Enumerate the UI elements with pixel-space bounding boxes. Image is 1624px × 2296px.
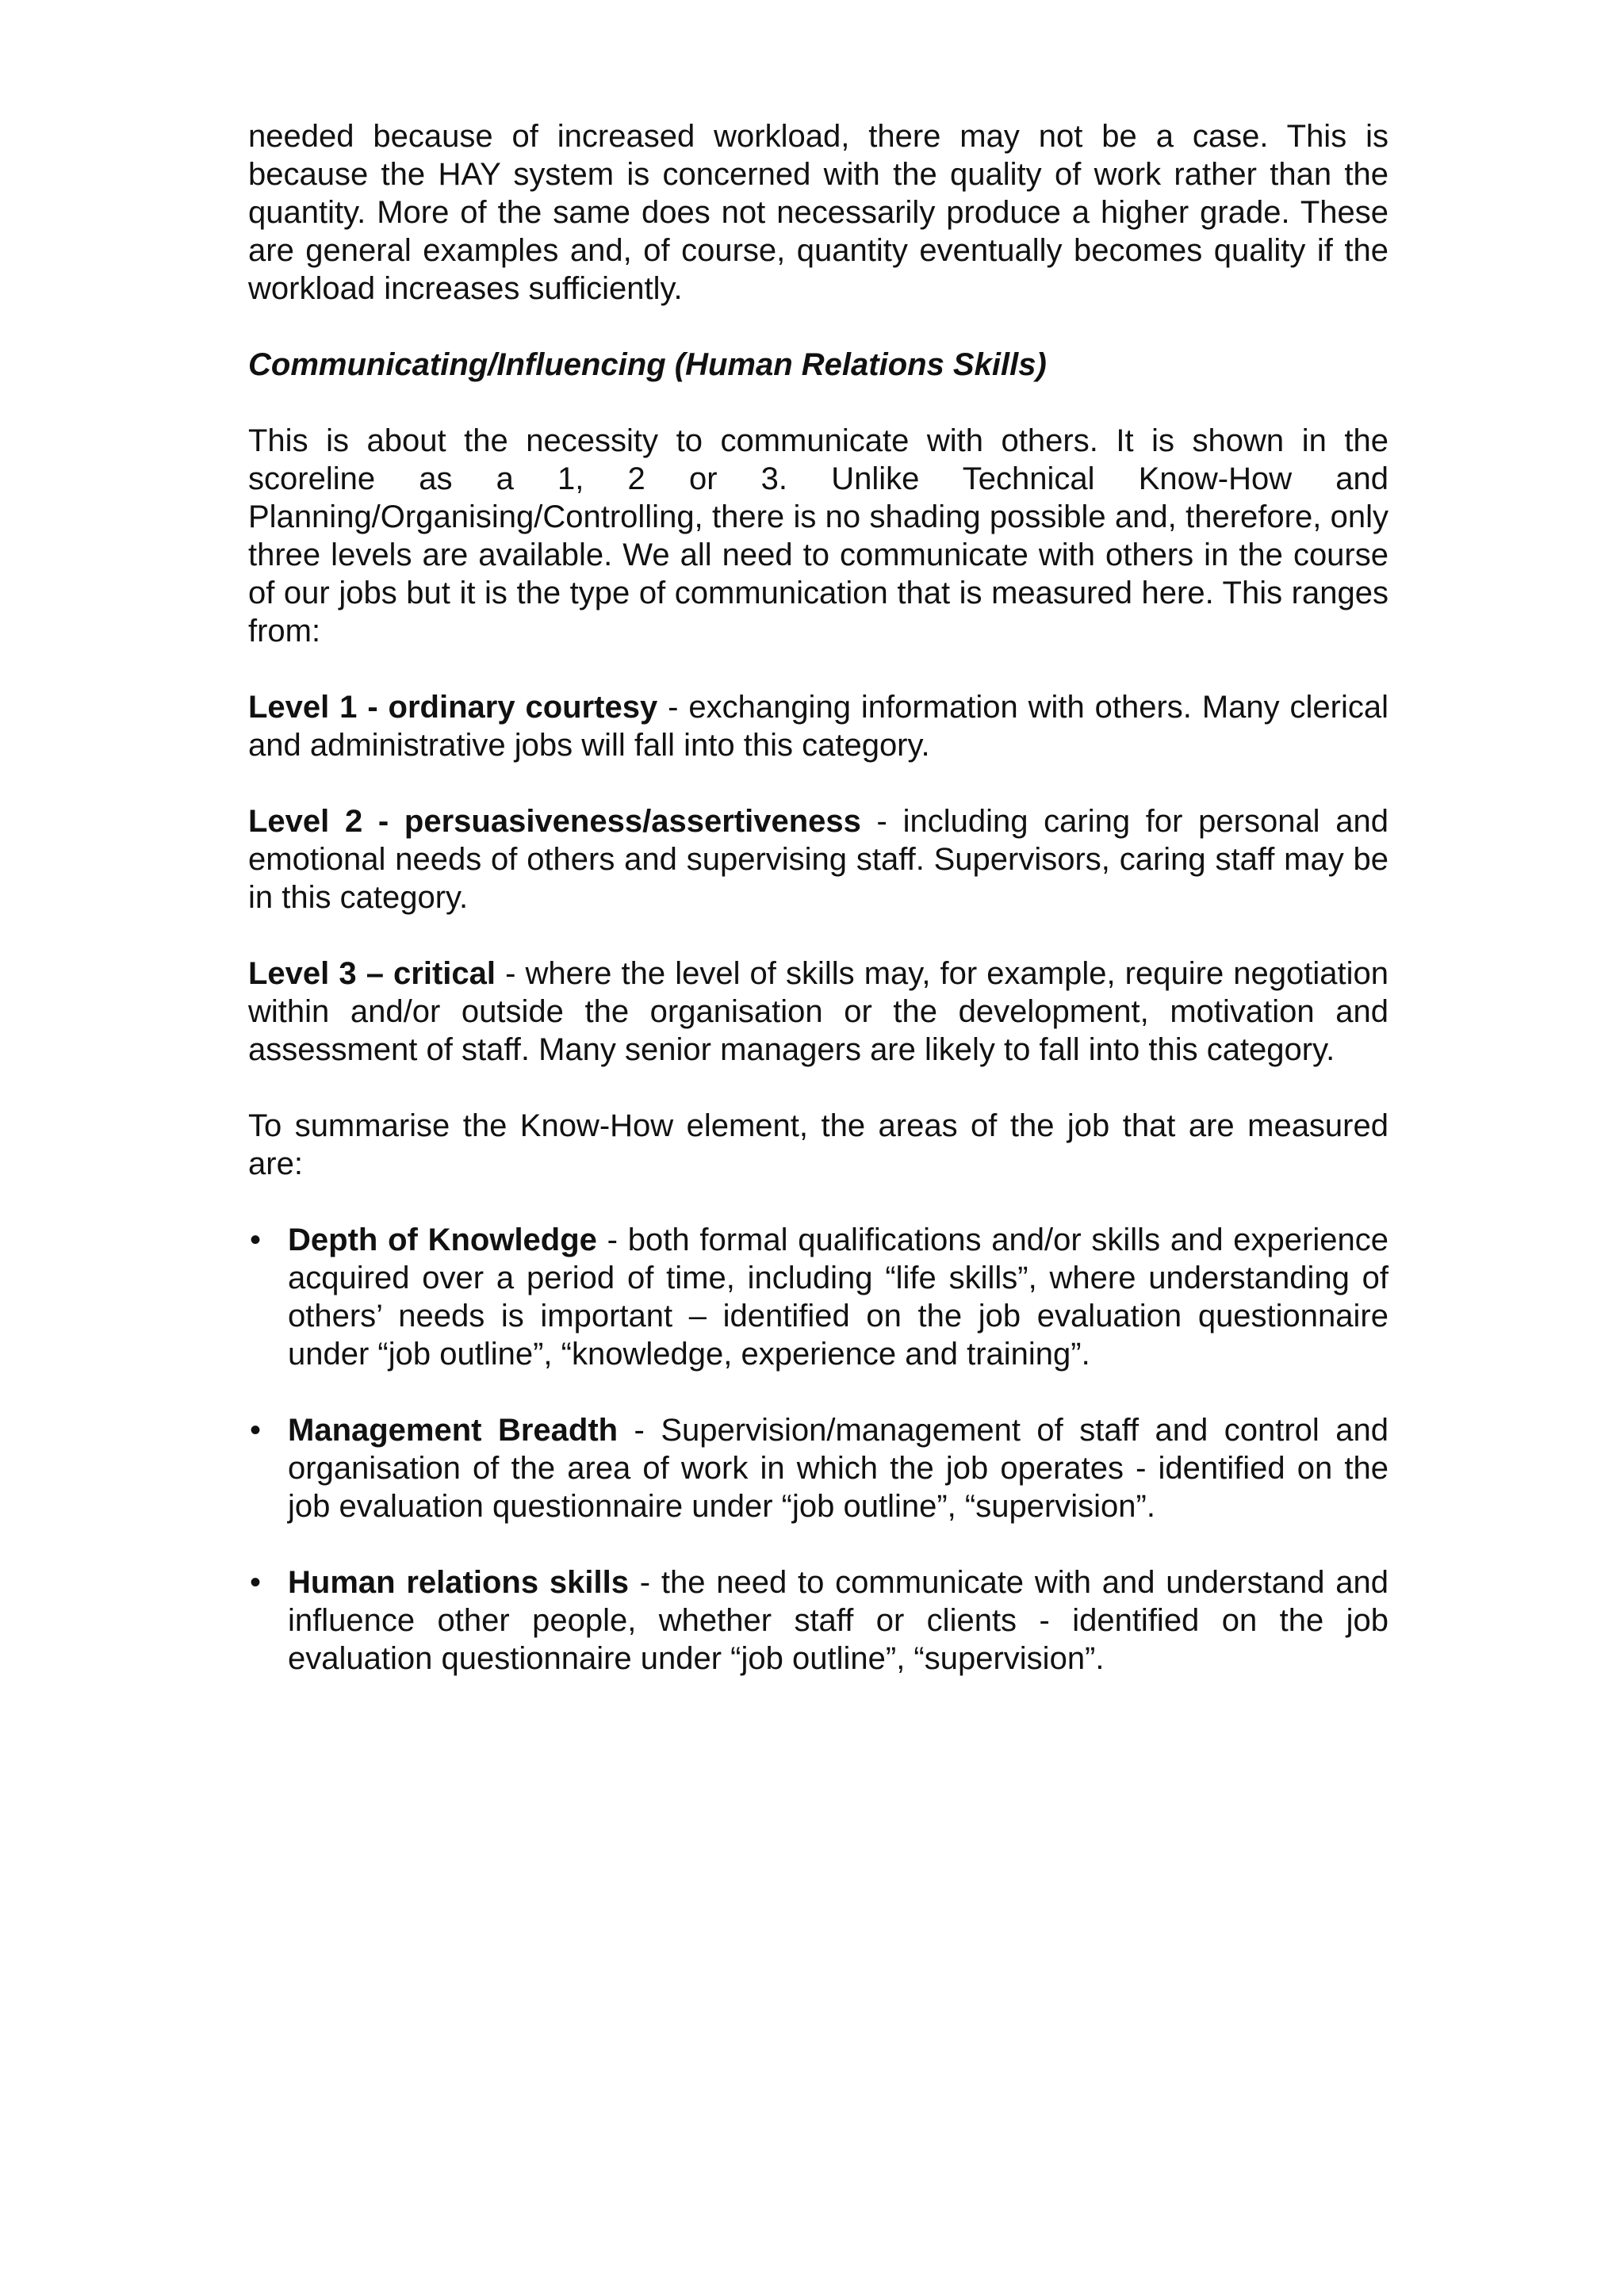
intro-paragraph: needed because of increased workload, there may not be a case. This is because the HAY system is concerned with the quality of work rather than the quantity. More of the same does not necessarily produce a higher grade. These are general examples and, of course, quantity eventually becomes quality if the workload increases sufficiently. [248, 119, 1388, 306]
bullet-text: - the need to communicate with and understand and influence other people, whether staff or clients - identified on the job evaluation questionnaire under “job outline”, “supervision”. [288, 1565, 1388, 1676]
level-3-paragraph [248, 955, 1388, 1069]
bullet-item-human-relations-skills [248, 1563, 1388, 1678]
document-page [248, 117, 1388, 1716]
summary-paragraph: To summarise the Know-How element, the areas of the job that are measured are: [248, 1108, 1388, 1181]
bullet-text: - Supervision/management of staff and control and organisation of the area of work in which the job operates - identified on the job evaluation questionnaire under “job outline”, “supervision”. [288, 1413, 1388, 1524]
bullet-label: Human relations skills [288, 1565, 629, 1600]
section-heading: Communicating/Influencing (Human Relations Skills) [248, 347, 1047, 382]
level-2-paragraph [248, 802, 1388, 916]
bullet-item-management-breadth [248, 1411, 1388, 1525]
level-2-label: Level 2 - persuasiveness/assertiveness [248, 804, 861, 839]
level-3-text: - where the level of skills may, for example, require negotiation within and/or outside the organisation or the development, motivation and assessment of staff. Many senior managers are likely to fall into this category. [248, 956, 1388, 1067]
level-3-label: Level 3 – critical [248, 956, 496, 991]
level-1-paragraph [248, 688, 1388, 764]
bullet-label: Depth of Knowledge [288, 1223, 597, 1257]
bullet-icon: • [250, 1223, 262, 1257]
bullet-icon: • [250, 1413, 262, 1448]
section-body-paragraph: This is about the necessity to communicate with others. It is shown in the scoreline as a 1, 2 or 3. Unlike Technical Know-How and Planning/Organising/Controlling, there is no shading possible and, therefore, only three levels are available. We all need to communicate with others in the course of our jobs but it is the type of communication that is measured here. This ranges from: [248, 423, 1388, 649]
level-1-text: - exchanging information with others. Many clerical and administrative jobs will fall into this category. [248, 690, 1388, 763]
summary-bullet-list [248, 1221, 1388, 1678]
level-1-label: Level 1 - ordinary courtesy [248, 690, 658, 725]
level-2-text: - including caring for personal and emotional needs of others and supervising staff. Supervisors, caring staff may be in this category. [248, 804, 1388, 915]
bullet-item-depth-of-knowledge [248, 1221, 1388, 1373]
bullet-icon: • [250, 1565, 262, 1600]
bullet-label: Management Breadth [288, 1413, 619, 1448]
bullet-text: - both formal qualifications and/or skills and experience acquired over a period of time, including “life skills”, where understanding of others’ needs is important – identified on the job evaluation questionnaire under “job outline”, “knowledge, experience and training”. [288, 1223, 1388, 1372]
